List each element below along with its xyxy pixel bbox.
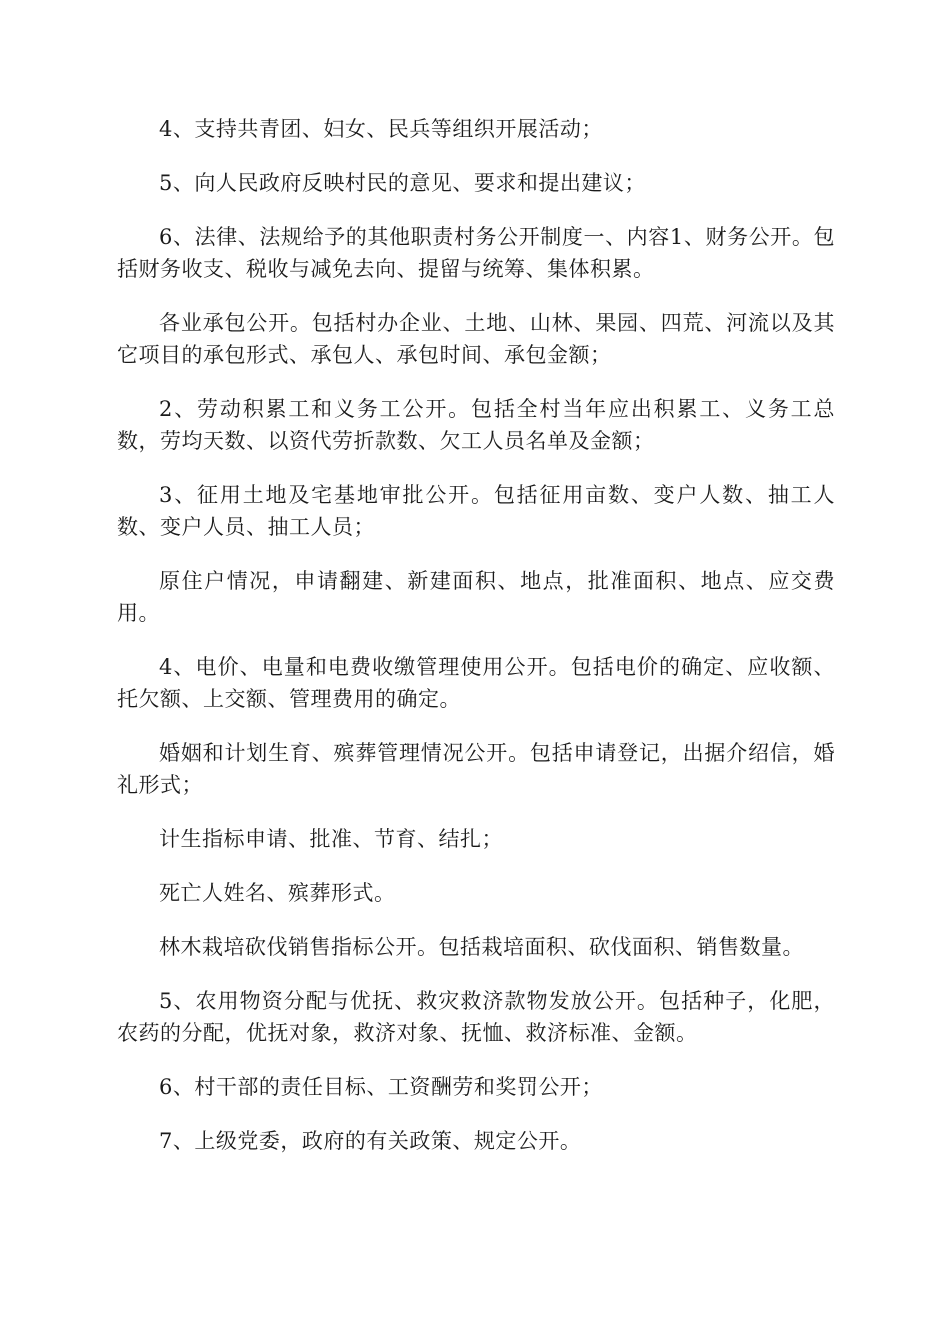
paragraph: 6、法律、法规给予的其他职责村务公开制度一、内容1、财务公开。包括财务收支、税收与减免去向、提留与统筹、集体积累。	[117, 225, 835, 281]
paragraph: 婚姻和计划生育、殡葬管理情况公开。包括申请登记，出据介绍信，婚礼形式；	[117, 741, 835, 797]
document-body	[117, 113, 835, 1179]
paragraph: 计生指标申请、批准、节育、结扎；	[159, 827, 503, 851]
paragraph: 死亡人姓名、殡葬形式。	[159, 881, 396, 905]
paragraph: 5、农用物资分配与优抚、救灾救济款物发放公开。包括种子，化肥，农药的分配，优抚对象，救济对象、抚恤、救济标准、金额。	[117, 989, 835, 1045]
paragraph: 5、向人民政府反映村民的意见、要求和提出建议；	[159, 171, 646, 195]
paragraph: 7、上级党委，政府的有关政策、规定公开。	[159, 1129, 582, 1153]
paragraph: 2、劳动积累工和义务工公开。包括全村当年应出积累工、义务工总数，劳均天数、以资代劳折款数、欠工人员名单及金额；	[117, 397, 835, 453]
paragraph: 4、支持共青团、妇女、民兵等组织开展活动；	[159, 117, 603, 141]
paragraph: 4、电价、电量和电费收缴管理使用公开。包括电价的确定、应收额、托欠额、上交额、管理费用的确定。	[117, 655, 835, 711]
paragraph: 6、村干部的责任目标、工资酬劳和奖罚公开；	[159, 1075, 603, 1099]
paragraph: 林木栽培砍伐销售指标公开。包括栽培面积、砍伐面积、销售数量。	[159, 935, 804, 959]
paragraph: 原住户情况，申请翻建、新建面积、地点，批准面积、地点、应交费用。	[117, 569, 835, 625]
paragraph: 3、征用土地及宅基地审批公开。包括征用亩数、变户人数、抽工人数、变户人员、抽工人员；	[117, 483, 835, 539]
paragraph: 各业承包公开。包括村办企业、土地、山林、果园、四荒、河流以及其它项目的承包形式、承包人、承包时间、承包金额；	[117, 311, 835, 367]
